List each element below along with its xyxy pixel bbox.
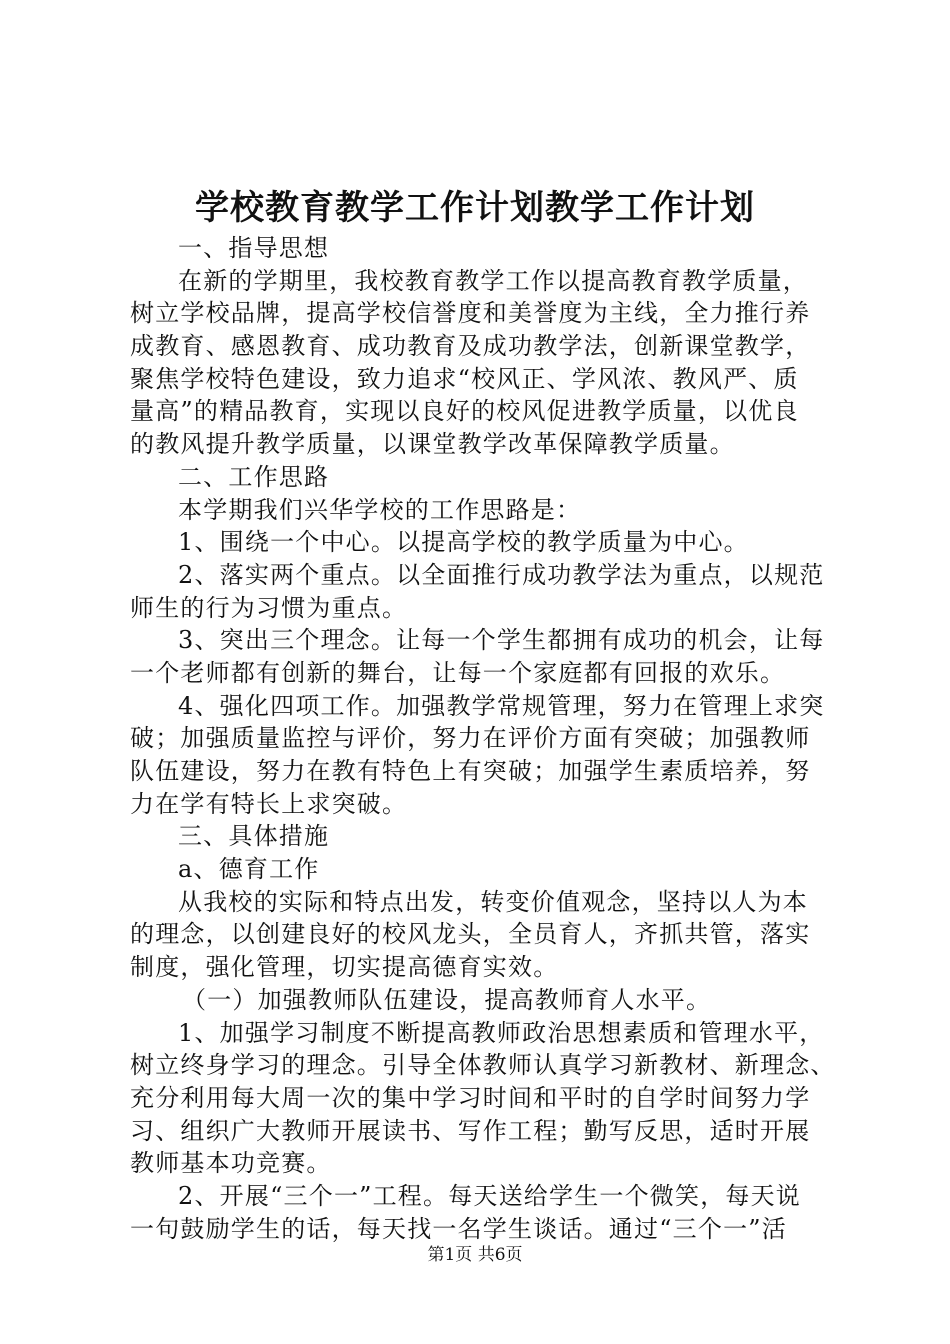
paragraph-line: 4、强化四项工作。加强教学常规管理，努力在管理上求突 [178,691,825,720]
page-footer: 第1页 共6页 [427,1245,523,1265]
paragraph-line: 队伍建设，努力在教有特色上有突破；加强学生素质培养，努 [130,757,811,785]
paragraph-line: 从我校的实际和特点出发，转变价值观念，坚持以人为本 [178,887,808,916]
paragraph-line: 破；加强质量监控与评价，努力在评价方面有突破；加强教师 [130,724,811,753]
paragraph-line: 1、围绕一个中心。以提高学校的教学质量为中心。 [178,528,749,557]
document-title: 学校教育教学工作计划教学工作计划 [195,188,755,228]
paragraph-line: 成教育、感恩教育、成功教育及成功教学法，创新课堂教学， [130,332,811,361]
paragraph-line: 充分利用每大周一次的集中学习时间和平时的自学时间努力学 [130,1083,811,1112]
paragraph-line: 量高”的精品教育，实现以良好的校风促进教学质量，以优良 [130,397,799,426]
section-heading: 一、指导思想 [178,234,330,262]
subsection-heading: a、德育工作 [178,855,320,884]
paragraph-line: 2、落实两个重点。以全面推行成功教学法为重点，以规范 [178,560,825,589]
paragraph-line: 教师基本功竞赛。 [130,1149,332,1178]
paragraph-line: 制度，强化管理，切实提高德育实效。 [130,953,559,982]
paragraph-line: 习、组织广大教师开展读书、写作工程；勤写反思，适时开展 [130,1116,811,1145]
document-body [130,232,840,1245]
paragraph-line: 的教风提升教学质量，以课堂教学改革保障教学质量。 [130,430,735,459]
paragraph-line: 师生的行为习惯为重点。 [130,593,408,622]
paragraph-line: 力在学有特长上求突破。 [130,789,408,818]
paragraph-line: 2、开展“三个一”工程。每天送给学生一个微笑，每天说 [178,1181,802,1210]
section-heading: 二、工作思路 [178,462,330,491]
paragraph-line: 1、加强学习制度不断提高教师政治思想素质和管理水平， [178,1018,825,1047]
paragraph-line: 在新的学期里，我校教育教学工作以提高教育教学质量， [178,266,808,295]
paragraph-line: 本学期我们兴华学校的工作思路是： [178,495,582,524]
paragraph-line: 一个老师都有创新的舞台，让每一个家庭都有回报的欢乐。 [130,658,786,687]
paragraph-line: 树立终身学习的理念。引导全体教师认真学习新教材、新理念、 [130,1051,836,1080]
paragraph-line: 3、突出三个理念。让每一个学生都拥有成功的机会，让每 [178,626,825,655]
paragraph-line: 树立学校品牌，提高学校信誉度和美誉度为主线，全力推行养 [130,299,811,328]
paragraph-line: 一句鼓励学生的话，每天找一名学生谈话。通过“三个一”活 [130,1214,787,1243]
section-heading: 三、具体措施 [178,822,330,851]
subsection-heading: （一）加强教师队伍建设，提高教师育人水平。 [182,985,712,1014]
paragraph-line: 聚焦学校特色建设，致力追求“校风正、学风浓、教风严、质 [130,364,799,393]
paragraph-line: 的理念，以创建良好的校风龙头，全员育人，齐抓共管，落实 [130,920,811,949]
